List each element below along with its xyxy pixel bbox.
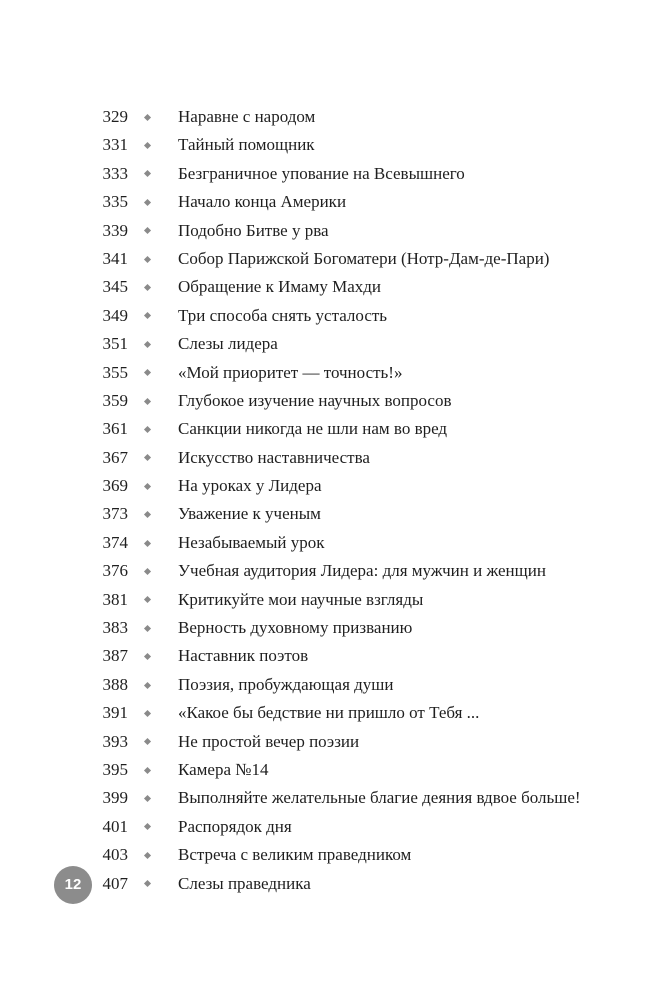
toc-page-number: 374: [102, 532, 128, 552]
toc-page-number: 359: [102, 390, 128, 410]
toc-page-number: 403: [102, 845, 128, 865]
toc-page-number: 399: [102, 788, 128, 808]
toc-entry: [0, 699, 668, 727]
toc-page-number: 395: [102, 759, 128, 779]
toc-page-number: 329: [102, 107, 128, 126]
toc-title: Верность духовному призванию: [178, 618, 413, 638]
toc-page-number: 333: [102, 163, 128, 183]
toc-title: Тайный помощник: [178, 135, 315, 155]
toc-title: Безграничное упование на Всевышнего: [178, 163, 465, 183]
toc-entry: [0, 784, 668, 812]
diamond-bullet-icon: [144, 511, 151, 518]
toc-title: Наравне с народом: [178, 107, 316, 126]
toc-page-number: 381: [102, 589, 128, 609]
toc-title: Собор Парижской Богоматери (Нотр-Дам-де-Пари): [178, 248, 550, 268]
diamond-bullet-icon: [144, 227, 151, 234]
toc-page-number: 388: [102, 674, 128, 694]
diamond-bullet-icon: [144, 596, 151, 603]
toc-page-number: 401: [102, 816, 128, 836]
toc-page-number: 383: [102, 618, 128, 638]
toc-title: Учебная аудитория Лидера: для мужчин и женщин: [178, 561, 546, 581]
diamond-bullet-icon: [144, 880, 151, 887]
toc-entry: [0, 756, 668, 784]
toc-page-number: 387: [102, 646, 128, 666]
toc-title: Критикуйте мои научные взгляды: [178, 589, 424, 609]
diamond-bullet-icon: [144, 312, 151, 319]
toc-entry: [0, 813, 668, 841]
page-number-badge: 12: [54, 866, 92, 904]
toc-page-number: 367: [102, 447, 128, 467]
diamond-bullet-icon: [144, 681, 151, 688]
toc-entry: [0, 500, 668, 528]
diamond-bullet-icon: [144, 625, 151, 632]
toc-entry: [0, 302, 668, 330]
toc-entry: [0, 671, 668, 699]
diamond-bullet-icon: [144, 540, 151, 547]
diamond-bullet-icon: [144, 114, 151, 121]
toc-entry: [0, 642, 668, 670]
diamond-bullet-icon: [144, 653, 151, 660]
toc-page-number: 349: [102, 305, 128, 325]
toc-page-number: 345: [102, 277, 128, 297]
toc-entry: [0, 330, 668, 358]
toc-page-number: 393: [102, 731, 128, 751]
diamond-bullet-icon: [144, 256, 151, 263]
toc-page-number: 341: [102, 248, 128, 268]
diamond-bullet-icon: [144, 284, 151, 291]
diamond-bullet-icon: [144, 568, 151, 575]
toc-page-number: 391: [102, 703, 128, 723]
toc-entry: [0, 359, 668, 387]
toc-entry: [0, 160, 668, 188]
toc-entry: [0, 103, 668, 131]
diamond-bullet-icon: [144, 738, 151, 745]
diamond-bullet-icon: [144, 767, 151, 774]
toc-title: Обращение к Имаму Махди: [178, 277, 381, 297]
toc-entry: [0, 188, 668, 216]
toc-entry: [0, 444, 668, 472]
diamond-bullet-icon: [144, 199, 151, 206]
toc-title: Уважение к ученым: [178, 504, 321, 524]
diamond-bullet-icon: [144, 142, 151, 149]
toc-entry: [0, 529, 668, 557]
toc-page-number: 369: [102, 476, 128, 496]
toc-page-number: 331: [102, 135, 128, 155]
diamond-bullet-icon: [144, 823, 151, 830]
diamond-bullet-icon: [144, 483, 151, 490]
toc-entry: [0, 273, 668, 301]
toc-entry: [0, 870, 668, 898]
toc-title: Поэзия, пробуждающая души: [178, 674, 394, 694]
toc-entry: [0, 586, 668, 614]
toc-page-number: 361: [102, 419, 128, 439]
toc-title: Слезы праведника: [178, 873, 311, 893]
toc-entry: [0, 415, 668, 443]
diamond-bullet-icon: [144, 398, 151, 405]
toc-page-number: 355: [102, 362, 128, 382]
diamond-bullet-icon: [144, 426, 151, 433]
toc-title: Санкции никогда не шли нам во вред: [178, 419, 448, 439]
toc-title: Выполняйте желательные благие деяния вдвое больше!: [178, 788, 581, 808]
toc-title: «Какое бы бедствие ни пришло от Тебя ...: [178, 703, 480, 723]
toc-title: Камера №14: [178, 759, 269, 779]
toc-title: Наставник поэтов: [178, 646, 309, 666]
toc-title: Слезы лидера: [178, 334, 278, 354]
diamond-bullet-icon: [144, 710, 151, 717]
toc-page-number: 351: [102, 334, 128, 354]
diamond-bullet-icon: [144, 170, 151, 177]
toc-title: Начало конца Америки: [178, 192, 347, 212]
table-of-contents: [0, 103, 668, 898]
diamond-bullet-icon: [144, 341, 151, 348]
toc-title: Не простой вечер поэзии: [178, 731, 360, 751]
toc-entry: [0, 728, 668, 756]
toc-page-number: 376: [102, 561, 128, 581]
toc-title: Подобно Битве у рва: [178, 220, 329, 240]
diamond-bullet-icon: [144, 852, 151, 859]
diamond-bullet-icon: [144, 454, 151, 461]
toc-page-number: 339: [102, 220, 128, 240]
toc-title: «Мой приоритет — точность!»: [178, 362, 403, 382]
toc-title: Три способа снять усталость: [178, 305, 388, 325]
toc-entry: [0, 557, 668, 585]
toc-entry: [0, 841, 668, 869]
toc-title: Встреча с великим праведником: [178, 845, 412, 865]
toc-page-number: 335: [102, 192, 128, 212]
toc-title: Искусство наставничества: [178, 447, 370, 467]
toc-entry: [0, 217, 668, 245]
toc-entry: [0, 614, 668, 642]
toc-entry: [0, 131, 668, 159]
toc-entry: [0, 245, 668, 273]
diamond-bullet-icon: [144, 795, 151, 802]
toc-entry: [0, 387, 668, 415]
diamond-bullet-icon: [144, 369, 151, 376]
toc-title: Глубокое изучение научных вопросов: [178, 390, 452, 410]
toc-title: Распорядок дня: [178, 816, 292, 836]
toc-title: На уроках у Лидера: [178, 476, 322, 496]
toc-title: Незабываемый урок: [178, 532, 325, 552]
toc-page-number: 373: [102, 504, 128, 524]
toc-entry: [0, 472, 668, 500]
toc-page-number: 407: [102, 873, 128, 893]
